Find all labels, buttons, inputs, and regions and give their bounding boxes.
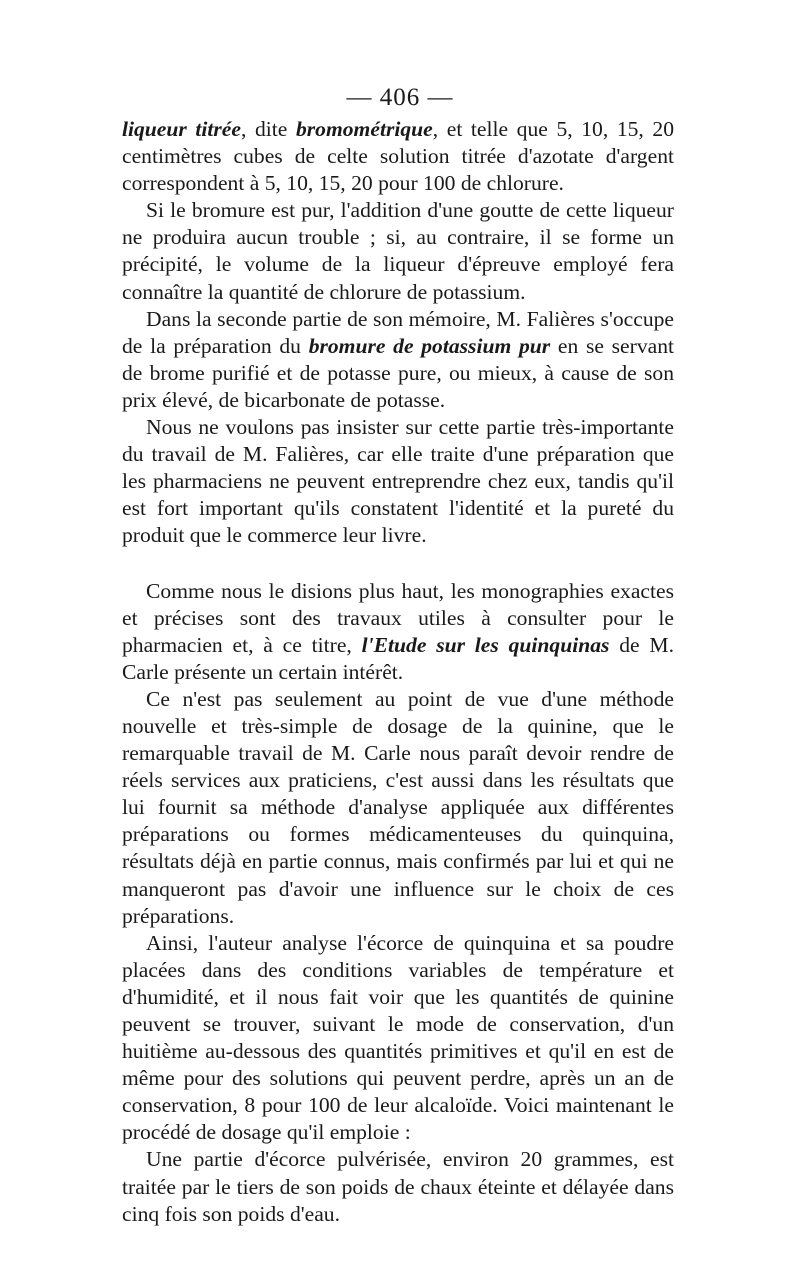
text-run: , dite xyxy=(240,117,296,141)
text-run: Nous ne voulons pas insister sur cette partie très-importante du travail de M. Falières, car elle traite d'une préparation que les pharmaciens ne peuvent entreprendre chez eux, tandis qu'il est fort important qu'ils constatent l'identité et la pureté du produit que le commerce leur livre. xyxy=(122,415,674,548)
paragraph xyxy=(122,306,674,414)
body-text xyxy=(122,116,674,1228)
paragraph xyxy=(122,1146,674,1227)
text-run: Comme nous le disions plus haut, les monographies exactes et précises sont des travaux utiles à consulter pour le pharmacien et, à ce titre, xyxy=(122,578,674,657)
page-number: — 406 — xyxy=(346,84,454,111)
text-run: en se servant de brome purifié et de potasse pure, ou mieux, à cause de son prix élevé, de bicarbonate de potasse. xyxy=(122,333,674,412)
italic-term: bromure de potassium pur xyxy=(308,333,551,358)
text-run: de M. Carle présente un certain intérêt. xyxy=(122,632,674,684)
paragraph xyxy=(122,686,674,930)
italic-term: bromométrique xyxy=(295,117,433,141)
paragraph xyxy=(122,197,674,305)
paragraph xyxy=(122,578,674,686)
italic-term: liqueur titrée xyxy=(122,117,241,141)
text-run: , et telle que 5, 10, 15, 20 centimètres cubes de celte solution titrée d'azotate d'argent correspondent à 5, 10, 15, 20 pour 100 de chlorure. xyxy=(122,117,675,196)
paragraph xyxy=(122,116,674,197)
text-run: Ainsi, l'auteur analyse l'écorce de quinquina et sa poudre placées dans des conditions variables de température et d'humidité, et il nous fait voir que les quantités de quinine peuvent se trouver, suivant le mode de conservation, d'un huitième au-dessous des quantités primitives et qu'il en est de même pour des solutions qui peuvent perdre, après un an de conservation, 8 pour 100 de leur alcaloïde. Voici maintenant le procédé de dosage qu'il emploie : xyxy=(122,930,674,1145)
text-run: Ce n'est pas seulement au point de vue d'une méthode nouvelle et très-simple de dosage de la quinine, que le remarquable travail de M. Carle nous paraît devoir rendre de réels services aux praticiens, c'est aussi dans les résultats que lui fournit sa méthode d'analyse appliquée aux différentes préparations ou formes médicamenteuses du quinquina, résultats déjà en partie connus, mais confirmés par lui et qui ne manqueront pas d'avoir une influence sur le choix de ces préparations. xyxy=(122,686,674,928)
italic-term: l'Etude sur les quinquinas xyxy=(361,632,610,657)
text-run: Si le bromure est pur, l'addition d'une goutte de cette liqueur ne produira aucun trouble ; si, au contraire, il se forme un précipité, le volume de la liqueur d'épreuve employé fera connaître la quantité de chlorure de potassium. xyxy=(122,198,674,304)
paragraph xyxy=(122,930,674,1147)
text-run: Une partie d'écorce pulvérisée, environ 20 grammes, est traitée par le tiers de son poids de chaux éteinte et délayée dans cinq fois son poids d'eau. xyxy=(122,1147,674,1226)
text-run: Dans la seconde partie de son mémoire, M. Falières s'occupe de la préparation du xyxy=(122,306,674,358)
paragraph xyxy=(122,414,674,549)
